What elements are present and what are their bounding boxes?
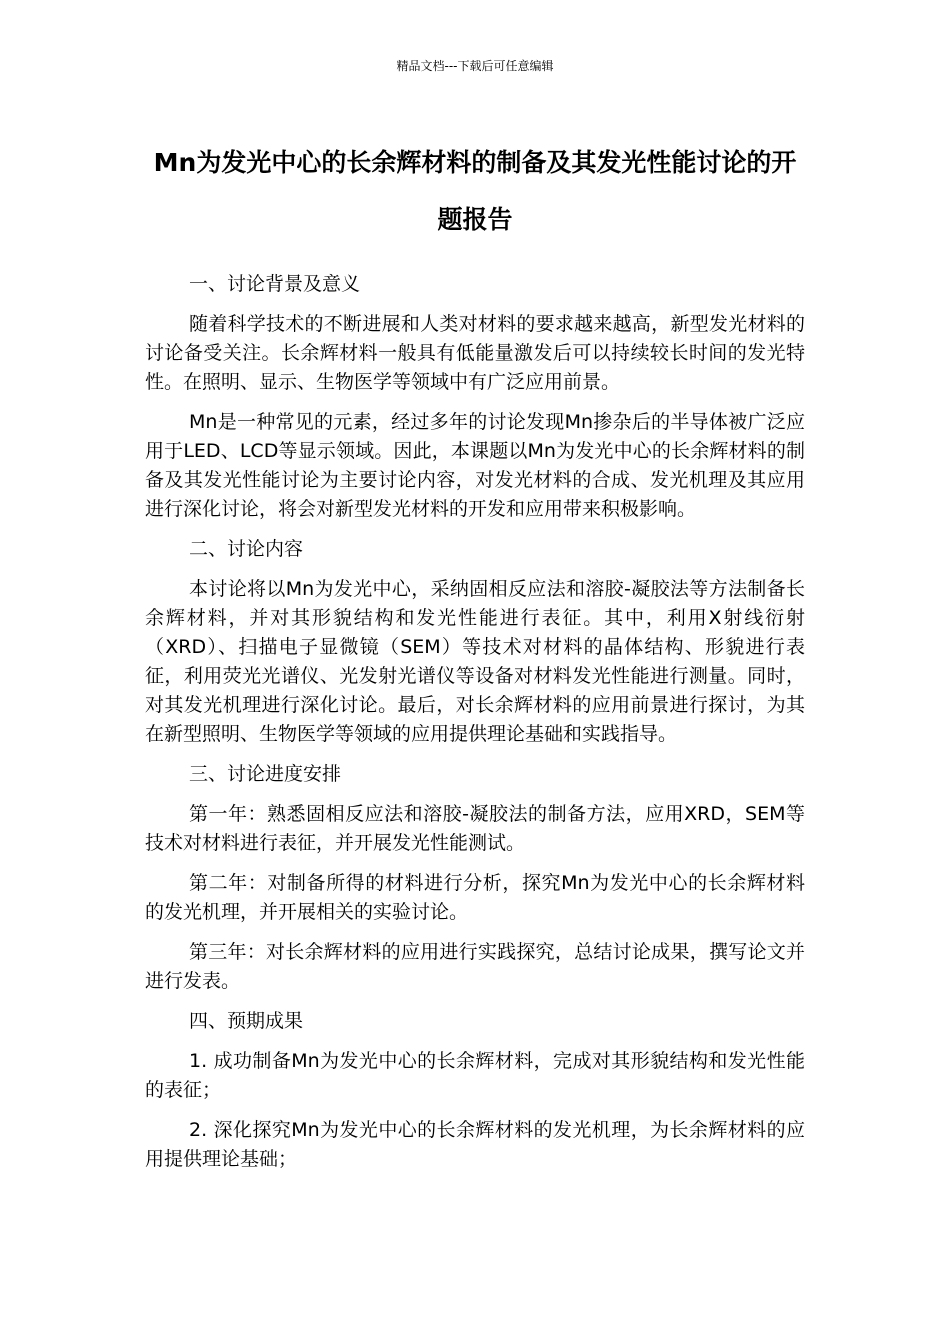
body-paragraph: 1. 成功制备Mn为发光中心的长余辉材料，完成对其形貌结构和发光性能的表征； [145,1050,805,1101]
section-heading: 一、讨论背景及意义 [189,273,361,295]
body-paragraph: 随着科学技术的不断进展和人类对材料的要求越来越高，新型发光材料的讨论备受关注。长余辉材料一般具有低能量激发后可以持续较长时间的发光特性。在照明、显示、生物医学等领域中有广泛应用前景。 [145,313,805,393]
body-paragraph: 第一年：熟悉固相反应法和溶胶-凝胶法的制备方法，应用XRD，SEM等技术对材料进行表征，并开展发光性能测试。 [145,803,805,854]
section-heading: 三、讨论进度安排 [189,763,342,785]
body-paragraph: 第二年：对制备所得的材料进行分析，探究Mn为发光中心的长余辉材料的发光机理，并开展相关的实验讨论。 [145,872,805,923]
document-title: Mn为发光中心的长余辉材料的制备及其发光性能讨论的开题报告 [153,148,797,234]
body-paragraph: Mn是一种常见的元素，经过多年的讨论发现Mn掺杂后的半导体被广泛应用于LED、LCD等显示领域。因此，本课题以Mn为发光中心的长余辉材料的制备及其发光性能讨论为主要讨论内容，对发光材料的合成、发光机理及其应用进行深化讨论，将会对新型发光材料的开发和应用带来积极影响。 [145,411,805,520]
header-note: 精品文档---下载后可任意编辑 [396,59,554,73]
body-paragraph: 第三年：对长余辉材料的应用进行实践探究，总结讨论成果，撰写论文并进行发表。 [145,941,805,992]
section-heading: 四、预期成果 [189,1010,304,1032]
body-paragraph: 本讨论将以Mn为发光中心，采纳固相反应法和溶胶-凝胶法等方法制备长余辉材料，并对其形貌结构和发光性能进行表征。其中，利用X射线衍射（XRD）、扫描电子显微镜（SEM）等技术对材料的晶体结构、形貌进行表征，利用荧光光谱仪、光发射光谱仪等设备对材料发光性能进行测量。同时，对其发光机理进行深化讨论。最后，对长余辉材料的应用前景进行探讨，为其在新型照明、生物医学等领域的应用提供理论基础和实践指导。 [145,578,805,745]
section-heading: 二、讨论内容 [189,538,304,560]
document-body [145,270,805,1185]
body-paragraph: 2. 深化探究Mn为发光中心的长余辉材料的发光机理，为长余辉材料的应用提供理论基础； [145,1119,805,1170]
